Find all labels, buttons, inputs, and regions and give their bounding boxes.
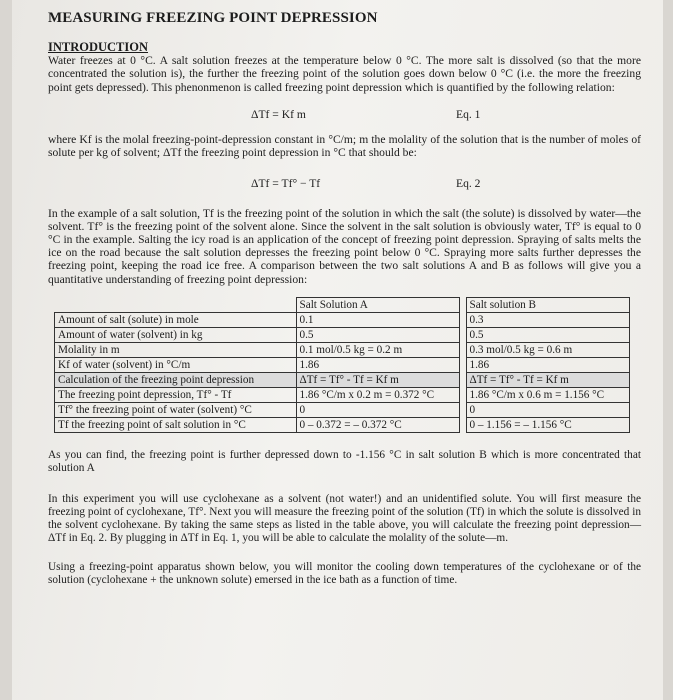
comparison-table <box>54 297 630 433</box>
table-cell: 1.86 <box>466 357 629 372</box>
table-header-cell <box>55 297 297 312</box>
document-page <box>12 0 663 700</box>
equation-1-formula: ΔTf = Kf m <box>251 107 306 121</box>
equation-1-label: Eq. 1 <box>456 107 481 121</box>
equation-1 <box>48 108 641 121</box>
table-cell: 1.86 °C/m x 0.2 m = 0.372 °C <box>296 387 459 402</box>
table-cell: Tf the freezing point of salt solution in °C <box>55 417 297 432</box>
table-header-cell: Salt Solution A <box>296 297 459 312</box>
table-cell: 0 – 1.156 = – 1.156 °C <box>466 417 629 432</box>
table-row <box>55 417 630 432</box>
table-cell: Molality in m <box>55 342 297 357</box>
table-cell: 0.5 <box>296 327 459 342</box>
table-header-row <box>55 297 630 312</box>
equation-2-label: Eq. 2 <box>456 177 481 191</box>
table-cell: 0.3 mol/0.5 kg = 0.6 m <box>466 342 629 357</box>
table-cell: 1.86 °C/m x 0.6 m = 1.156 °C <box>466 387 629 402</box>
table-cell: ΔTf = Tf° - Tf = Kf m <box>296 372 459 387</box>
table-row <box>55 342 630 357</box>
table-cell: Amount of water (solvent) in kg <box>55 327 297 342</box>
table-cell: 0 <box>296 402 459 417</box>
table-cell: 0 <box>466 402 629 417</box>
equation-2-formula: ΔTf = Tf° − Tf <box>251 177 321 191</box>
experiment-paragraph: In this experiment you will use cyclohexane as a solvent (not water!) and an unidentified solute. You will first measure the freezing point of cyclohexane, Tf°. Next you will measure the freezing point of the solution (Tf) in which the solute is dissolved in the solvent cyclohexane. By taking the same steps as listed in the table above, you will calculate the freezing point depression—ΔTf in Eq. 2. By plugging in ΔTf in Eq. 1, you will be able to calculate the molality of the solute—m. <box>48 493 641 545</box>
table-cell: Amount of salt (solute) in mole <box>55 312 297 327</box>
intro-paragraph-3: In the example of a salt solution, Tf is the freezing point of the solution in which the salt (the solute) is dissolved by water—the solvent. Tf° is the freezing point of the solvent alone. Since the solvent in the salt solution is obviously water, Tf° is equal to 0 °C in the example. Salting the icy road is an application of the concept of freezing point depression. Spraying of salts melts the ice on the road because the salt solution depresses the freezing point below 0 °C. Spraying more salts further depresses the freezing point, keeping the road ice free. A comparison between the two salt solutions A and B as follows will give you a quantitative understanding of freezing point depression: <box>48 206 641 286</box>
table-cell: Kf of water (solvent) in °C/m <box>55 357 297 372</box>
intro-paragraph-1: Water freezes at 0 °C. A salt solution freezes at the temperature below 0 °C. The more salt is dissolved (so that the more concentrated the solution is), the further the freezing point of the solution goes down below 0 °C (i.e. the more the freezing point gets depressed). This phenonmenon is called freezing point depression which is quantified by the following relation: <box>48 54 641 94</box>
table-cell: 0.1 mol/0.5 kg = 0.2 m <box>296 342 459 357</box>
table-row <box>55 372 630 387</box>
page-title: MEASURING FREEZING POINT DEPRESSION <box>48 10 378 26</box>
table-row <box>55 387 630 402</box>
table-cell: Tf° the freezing point of water (solvent) °C <box>55 402 297 417</box>
table-row <box>55 312 630 327</box>
intro-paragraph-2: where Kf is the molal freezing-point-depression constant in °C/m; m the molality of the solution that is the number of moles of solute per kg of solvent; ΔTf the freezing point depression in °C that should be: <box>48 133 641 160</box>
table-row <box>55 357 630 372</box>
table-header-cell: Salt solution B <box>466 297 629 312</box>
equation-2 <box>48 177 641 190</box>
introduction-heading: INTRODUCTION <box>48 40 149 55</box>
table-cell: 0.5 <box>466 327 629 342</box>
table-cell: ΔTf = Tf° - Tf = Kf m <box>466 372 629 387</box>
table-cell: 0.1 <box>296 312 459 327</box>
apparatus-paragraph: Using a freezing-point apparatus shown below, you will monitor the cooling down temperatures of the cyclohexane or of the solution (cyclohexane + the unknown solute) emersed in the ice bath as a function of time. <box>48 561 641 587</box>
table-cell: The freezing point depression, Tf° - Tf <box>55 387 297 402</box>
table-cell: 0 – 0.372 = – 0.372 °C <box>296 417 459 432</box>
table-cell: 1.86 <box>296 357 459 372</box>
table-cell: Calculation of the freezing point depression <box>55 372 297 387</box>
table-cell: 0.3 <box>466 312 629 327</box>
table-row <box>55 402 630 417</box>
after-table-paragraph: As you can find, the freezing point is further depressed down to -1.156 °C in salt solution B which is more concentrated that solution A <box>48 448 641 475</box>
table-row <box>55 327 630 342</box>
